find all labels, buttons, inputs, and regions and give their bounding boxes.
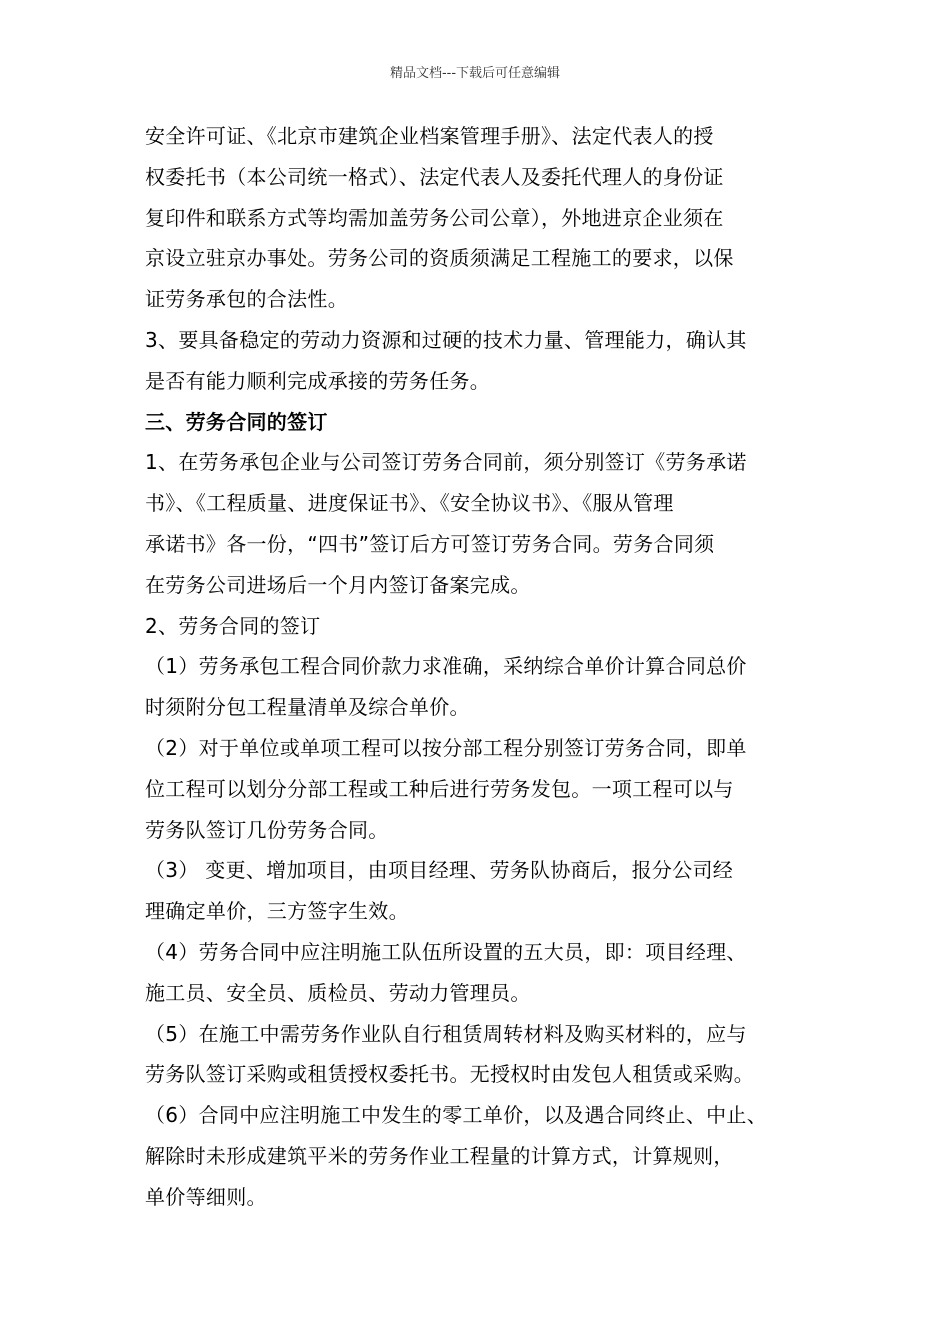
body-text-line: 劳务队签订采购或租赁授权委托书。无授权时由发包人租赁或采购。 <box>145 1062 754 1087</box>
body-text-line: 时须附分包工程量清单及综合单价。 <box>145 695 470 720</box>
body-text-line: 安全许可证、《北京市建筑企业档案管理手册》、法定代表人的授 <box>145 124 714 148</box>
body-text-line: （5）在施工中需劳务作业队自行租赁周转材料及购买材料的，应与 <box>145 1021 747 1046</box>
body-text-line: 承诺书》各一份，“四书”签订后方可签订劳务合同。劳务合同须 <box>145 531 715 556</box>
body-text-line: （3） 变更、增加项目，由项目经理、劳务队协商后，报分公司经 <box>145 858 734 883</box>
body-text-line: 劳务队签订几份劳务合同。 <box>145 817 389 842</box>
body-text-line: 单价等细则。 <box>145 1184 267 1209</box>
body-text-line: 解除时未形成建筑平米的劳务作业工程量的计算方式，计算规则， <box>145 1143 734 1168</box>
document-body <box>145 116 845 1218</box>
body-text-line: 书》、《工程质量、进度保证书》、《安全协议书》、《服从管理 <box>145 491 674 516</box>
body-text-line: 复印件和联系方式等均需加盖劳务公司公章），外地进京企业须在 <box>145 205 724 230</box>
section-heading: 三、劳务合同的签订 <box>145 409 328 434</box>
body-text-line: 施工员、安全员、质检员、劳动力管理员。 <box>145 980 531 1005</box>
page-header: 精品文档---下载后可任意编辑 <box>389 66 561 81</box>
body-text-line: 3、要具备稳定的劳动力资源和过硬的技术力量、管理能力，确认其 <box>145 327 747 352</box>
body-text-line: 1、在劳务承包企业与公司签订劳务合同前，须分别签订《劳务承诺 <box>145 450 747 475</box>
body-text-line: 在劳务公司进场后一个月内签订备案完成。 <box>145 572 531 597</box>
body-text-line: （6）合同中应注明施工中发生的零工单价，以及遇合同终止、中止、 <box>145 1103 768 1128</box>
body-text-line: 京设立驻京办事处。劳务公司的资质须满足工程施工的要求，以保 <box>145 246 734 271</box>
body-text-line: 2、劳务合同的签订 <box>145 613 321 638</box>
body-text-line: 位工程可以划分分部工程或工种后进行劳务发包。一项工程可以与 <box>145 776 734 801</box>
body-text-line: （2）对于单位或单项工程可以按分部工程分别签订劳务合同，即单 <box>145 735 747 760</box>
body-text-line: 证劳务承包的合法性。 <box>145 287 348 312</box>
body-text-line: 权委托书（本公司统一格式）、法定代表人及委托代理人的身份证 <box>145 164 724 189</box>
body-text-line: 是否有能力顺利完成承接的劳务任务。 <box>145 368 491 393</box>
body-text-line: （1）劳务承包工程合同价款力求准确，采纳综合单价计算合同总价 <box>145 654 747 679</box>
body-text-line: （4）劳务合同中应注明施工队伍所设置的五大员，即：项目经理、 <box>145 939 747 964</box>
body-text-line: 理确定单价，三方签字生效。 <box>145 899 409 924</box>
